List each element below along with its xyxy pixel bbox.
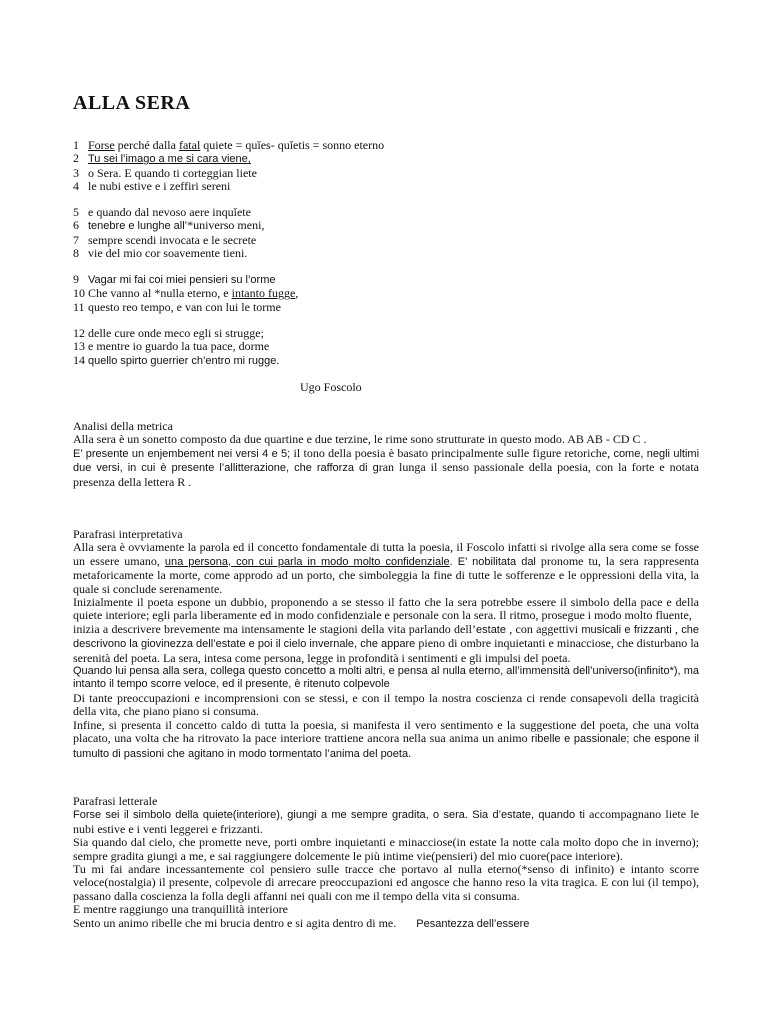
- poem-stanza-2: [73, 206, 264, 261]
- paragraph: E mentre raggiungo una tranquillità interiore: [73, 902, 288, 917]
- poem-line: 13 e mentre io guardo la tua pace, dorme: [73, 339, 270, 354]
- section-heading: Parafrasi letterale: [73, 794, 158, 808]
- section-heading: Parafrasi interpretativa: [73, 527, 183, 541]
- paragraph: E’ presente un enjembement nei versi 4 e 5; il tono della poesia è basato principalmente sulle figure retoriche, come, negli ultimi due versi, in cui è presente l’allitterazione, che rafforza di gran lunga il senso passionale della poesia, con la forte e notata presenza della lettera R .: [73, 445, 700, 489]
- poem-line: 3 o Sera. E quando ti corteggian liete: [73, 165, 257, 180]
- poem-line: 7 sempre scendi invocata e le secrete: [73, 232, 257, 247]
- section-parafrasi-letterale: [73, 795, 699, 931]
- poem-line: 5 e quando dal nevoso aere inquĭete: [73, 205, 251, 219]
- poem-line: 8 vie del mio cor soavemente tieni.: [73, 246, 248, 261]
- section-parafrasi-interpretativa: [73, 528, 699, 761]
- poem-line: 6 tenebre e lunghe all’*universo meni,: [73, 218, 265, 233]
- section-heading: Analisi della metrica: [73, 419, 173, 433]
- paragraph: Quando lui pensa alla sera, collega questo concetto a molti altri, e pensa al nulla eterno, all’immensità dell’universo(infinito*), ma intanto il tempo scorre veloce, ed il presente, è ritenuto colpevole: [73, 665, 699, 691]
- poem-line: 12 delle cure onde meco egli si strugge;: [73, 326, 264, 340]
- poem-stanza-1: [73, 139, 384, 194]
- page-title: ALLA SERA: [73, 92, 191, 114]
- poem-line: 10 Che vanno al *nulla eterno, e intanto fugge,: [73, 286, 299, 301]
- poem-stanza-3: [73, 273, 298, 314]
- paragraph: Inizialmente il poeta espone un dubbio, proponendo a se stesso il fatto che la sera potrebbe essere il simbolo della pace e della quiete interiore; egli parla liberamente ed in modo confidenziale e personale con la sera. Il ritmo, prosegue i modo molto fluente,: [73, 595, 699, 623]
- poem-line: 9 Vagar mi fai coi miei pensieri su l’orme: [73, 272, 276, 286]
- paragraph: Infine, si presenta il concetto caldo di tutta la poesia, si manifesta il vero sentimento e la suggestione del poeta, che una volta placato, una volta che ha ritrovato la pace interiore trattiene ancora nella sua anima un animo ribelle e passionale; che espone il tumulto di passioni che agitano in modo tormentato l’anima del poeta.: [73, 717, 699, 760]
- author-name: Ugo Foscolo: [300, 380, 362, 394]
- paragraph: Alla sera è ovviamente la parola ed il concetto fondamentale di tutta la poesia, il Foscolo infatti si rivolge alla sera come se fosse un essere umano, una persona, con cui parla in modo molto confidenziale. E’ nobilitata dal pronome tu, la sera rappresenta metaforicamente la morte, come approdo ad un porto, che simboleggia la fine di tutte le sofferenze e le oppressioni della vita, la quale si conclude serenamente.: [73, 540, 699, 596]
- poem-line: 14 quello spirto guerrier ch’entro mi rugge.: [73, 352, 280, 367]
- poem-stanza-4: [73, 327, 279, 368]
- section-metrica: [73, 420, 699, 489]
- poem-line: 2 Tu sei l’imago a me si cara viene,: [73, 151, 251, 166]
- paragraph: Forse sei il simbolo della quiete(interiore), giungi a me sempre gradita, o sera. Sia d’estate, quando ti accompagnano liete le nubi estive e i venti leggerei e frizzanti.: [73, 807, 699, 836]
- poem-line: 1 Forse perché dalla fatal quiete = quĭes- quĭetis = sonno eterno: [73, 138, 385, 152]
- poem-line: 4 le nubi estive e i zeffiri sereni: [73, 179, 231, 194]
- paragraph: Tu mi fai andare incessantemente col pensiero sulle tracce che portavo al nulla eterno(*senso di infinito) e intanto scorre veloce(nostalgia) il presente, colpevole di arrecare preoccupazioni ed angosce che hanno reso la vita tragica. E con lui (il tempo), passano dalla coscienza la folla degli affanni nei quali con me il tempo della vita si consuma.: [73, 862, 699, 903]
- poem-line: 11 questo reo tempo, e van con lui le torme: [73, 299, 281, 314]
- paragraph: inizia a descrivere brevemente ma intensamente le stagioni della vita parlando dell’estate , con aggettivi musicali e frizzanti , che descrivono la giovinezza dell’estate e poi il cielo invernale, che appare pieno di ombre inquietanti e minacciose, che disturbano la serenità del poeta. La sera, intesa come persona, legge in profondità i sentimenti e gli impulsi del poeta.: [73, 621, 700, 665]
- paragraph: Sia quando dal cielo, che promette neve, porti ombre inquietanti e minacciose(in estate la notte cala molto dopo che in inverno); sempre gradita giungi a me, e sai raggiungere dolcemente le più intime vie(pensieri) del mio cuore(pace interiore).: [73, 835, 699, 863]
- paragraph: Alla sera è un sonetto composto da due quartine e due terzine, le rime sono strutturate in questo modo. AB AB - CD C .: [73, 432, 647, 447]
- paragraph: Sento un animo ribelle che mi brucia dentro e si agita dentro di me. Pesantezza dell’essere: [73, 915, 530, 930]
- paragraph: Di tante preoccupazioni e incomprensioni con se stessi, e con il tempo la nostra coscienza ci rende consapevoli della tragicità della vita, che piano piano si consuma.: [73, 690, 699, 719]
